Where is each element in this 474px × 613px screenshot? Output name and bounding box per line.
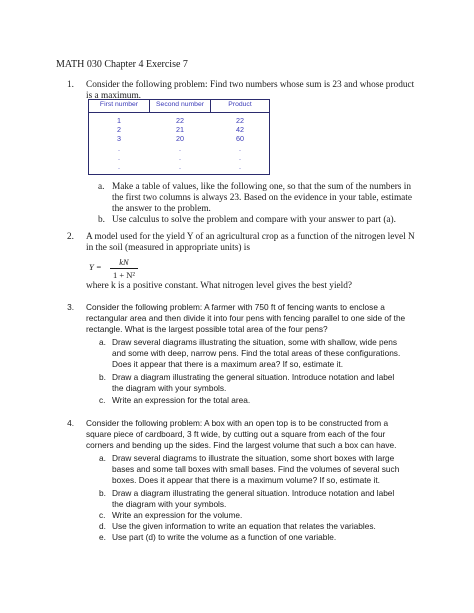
table-cell: .: [179, 152, 181, 162]
problem-text-line: Consider the following problem: A box with an open top is to be constructed from a: [86, 418, 389, 428]
subpart-text-line: Make a table of values, like the following one, so that the sum of the numbers in: [112, 182, 411, 192]
problem-number: 4.: [67, 418, 74, 428]
subpart-label: b.: [99, 372, 106, 382]
problem-text-line: Consider the following problem: Find two numbers whose sum is 23 and whose product: [86, 80, 415, 90]
subpart-text-line: the diagram with your symbols.: [112, 383, 227, 393]
table-cell: .: [239, 161, 241, 171]
formula-numerator: kN: [119, 257, 129, 267]
problem-text-line: rectangle. What is the largest possible total area of the four pens?: [86, 324, 328, 334]
table-cell: 22: [176, 116, 184, 125]
subpart-label: c.: [99, 510, 106, 520]
table-header-row: [89, 100, 269, 113]
subpart-label: a.: [99, 337, 106, 347]
subpart-text-line: boxes. Does it appear that there is a maximum volume? If so, estimate it.: [112, 475, 380, 485]
subpart-label: a.: [99, 453, 106, 463]
fraction-bar: [110, 268, 138, 269]
problem-number: 2.: [67, 232, 74, 242]
problem-text-line: A model used for the yield Y of an agricultural crop as a function of the nitrogen level N: [86, 232, 415, 242]
subpart-text-line: Draw several diagrams to illustrate the situation, some short boxes with large: [112, 453, 395, 463]
problem-number: 3.: [67, 302, 74, 312]
table-cell: 21: [176, 125, 184, 135]
table-cell: .: [239, 152, 241, 162]
subpart-text-line: bases and some tall boxes with small bases. Find the volumes of several such: [112, 464, 400, 474]
table-column-second: [160, 116, 200, 171]
table-column-first: [99, 116, 139, 171]
table-cell: 1: [117, 116, 121, 125]
table-cell: 20: [176, 134, 184, 144]
subpart-text-line: Does it appear that there is a maximum area? If so, estimate it.: [112, 359, 344, 369]
problem-text-line: in the soil (measured in appropriate units) is: [86, 243, 250, 253]
subpart-text-line: the diagram with your symbols.: [112, 499, 227, 509]
subpart-text-line: Draw a diagram illustrating the general situation. Introduce notation and label: [112, 488, 395, 498]
problem-number: 1.: [67, 80, 74, 90]
subpart-text-line: and some with deep, narrow pens. Find the total areas of these configurations.: [112, 348, 401, 358]
problem-text-line: is a maximum.: [86, 91, 142, 101]
subpart-text-line: Draw a diagram illustrating the general situation. Introduce notation and label: [112, 372, 395, 382]
table-cell: .: [118, 143, 120, 153]
problem-text-line: corners and bending up the sides. Find the largest volume that such a box can have.: [86, 440, 397, 450]
subpart-text-line: Use calculus to solve the problem and compare with your answer to part (a).: [112, 215, 396, 225]
subpart-label: b.: [98, 215, 105, 225]
problem-text-line: Consider the following problem: A farmer with 750 ft of fencing wants to enclose a: [86, 302, 385, 312]
subpart-text-line: the first two columns is always 23. Based on the evidence in your table, estimate: [112, 193, 413, 203]
subpart-text-line: Use the given information to write an equation that relates the variables.: [112, 521, 376, 531]
problem-text-line: rectangular area and then divide it into four pens with fencing parallel to one side of the: [86, 313, 406, 323]
table-cell: 42: [236, 125, 244, 135]
formula-lhs: Y =: [89, 262, 102, 272]
page-title: MATH 030 Chapter 4 Exercise 7: [56, 59, 188, 70]
table-header-cell: First number: [99, 101, 139, 108]
value-table: [88, 99, 270, 175]
table-cell: 2: [117, 125, 121, 135]
table-column-product: [220, 116, 260, 171]
subpart-text-line: Use part (d) to write the volume as a function of one variable.: [112, 532, 337, 542]
table-cell: .: [179, 161, 181, 171]
subpart-label: b.: [99, 488, 106, 498]
formula-denominator: 1 + N²: [113, 270, 135, 280]
subpart-text-line: Draw several diagrams illustrating the situation, some with shallow, wide pens: [112, 337, 397, 347]
table-cell: .: [179, 143, 181, 153]
table-cell: 22: [236, 116, 244, 125]
subpart-text-line: the answer to the problem.: [112, 204, 211, 214]
table-cell: 60: [236, 134, 244, 144]
table-cell: .: [118, 161, 120, 171]
table-cell: .: [239, 143, 241, 153]
subpart-label: a.: [98, 182, 105, 192]
table-header-cell: Second number: [156, 101, 204, 108]
subpart-label: e.: [99, 532, 106, 542]
yield-formula: [110, 257, 138, 280]
subpart-label: c.: [99, 395, 106, 405]
table-cell: .: [118, 152, 120, 162]
subpart-text-line: Write an expression for the volume.: [112, 510, 243, 520]
problem-text-line: where k is a positive constant. What nitrogen level gives the best yield?: [86, 281, 353, 291]
table-header-cell: Product: [228, 101, 252, 108]
table-cell: 3: [117, 134, 121, 144]
subpart-label: d.: [99, 521, 106, 531]
problem-text-line: square piece of cardboard, 3 ft wide, by cutting out a square from each of the four: [86, 429, 386, 439]
subpart-text-line: Write an expression for the total area.: [112, 395, 251, 405]
